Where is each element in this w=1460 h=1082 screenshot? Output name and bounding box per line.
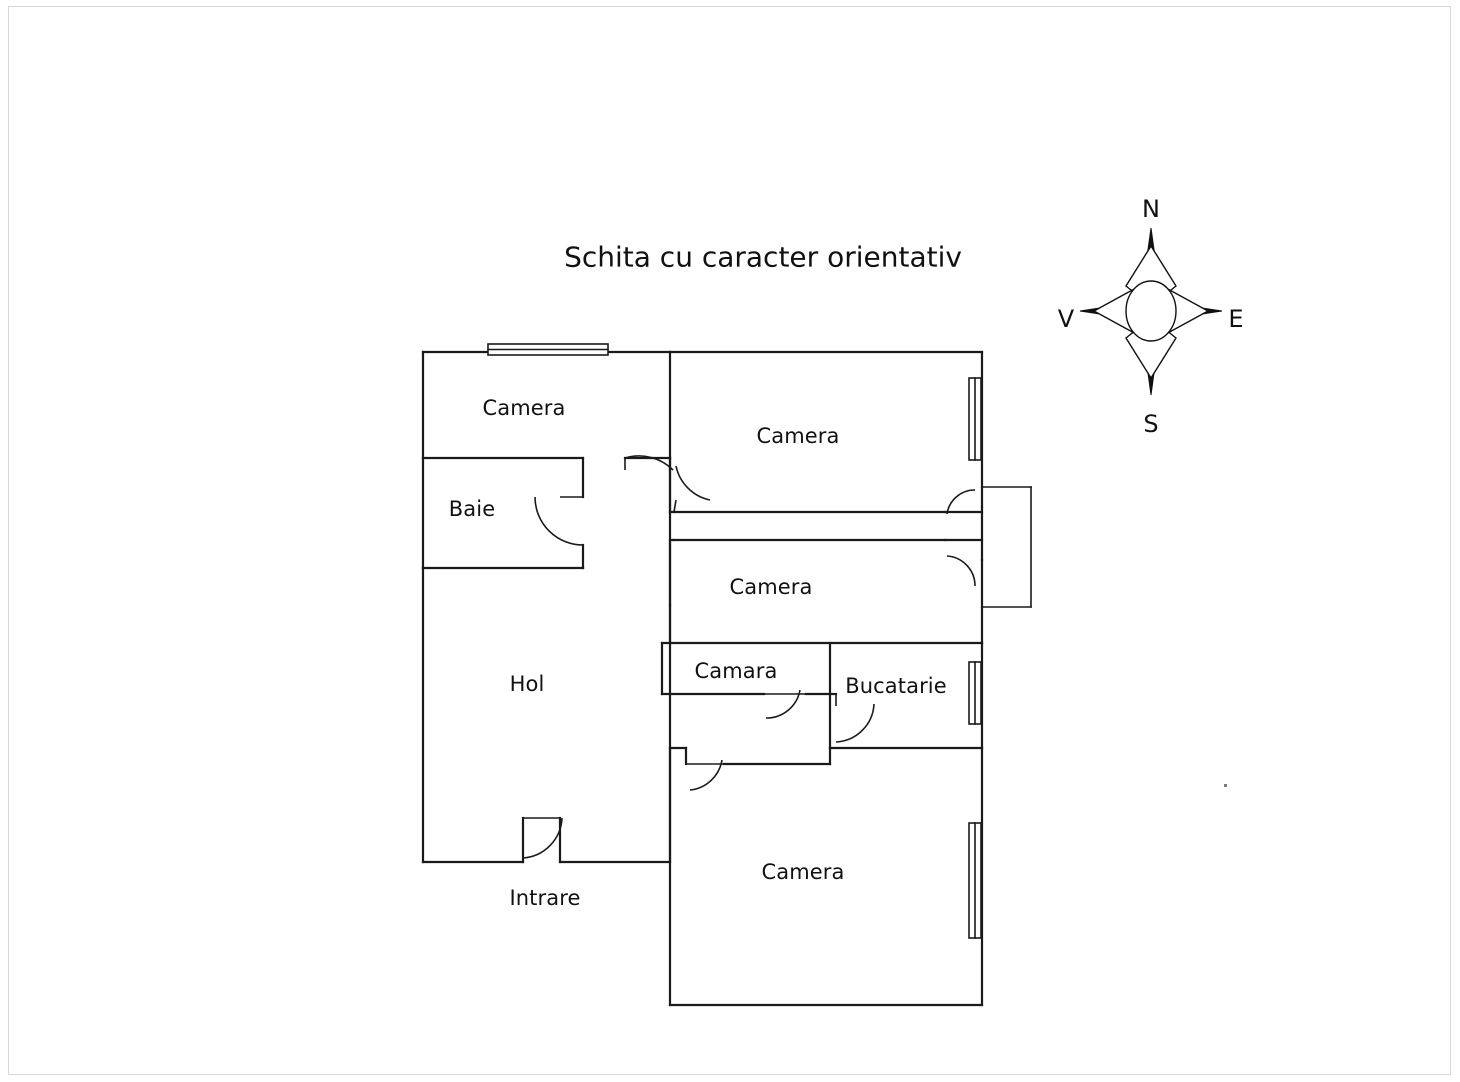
- compass-label-west: V: [1057, 305, 1075, 333]
- door-arc-nook-b: [947, 556, 975, 586]
- compass-rose: [1080, 228, 1222, 395]
- room-label-bucatarie: Bucatarie: [845, 674, 947, 698]
- door-arc-bucatarie: [836, 704, 874, 742]
- room-label-camera-nord-est: Camera: [756, 424, 840, 448]
- room-label-baie: Baie: [448, 497, 496, 521]
- room-label-camera-sud: Camera: [761, 860, 845, 884]
- door-arc-camera-ne: [676, 466, 710, 500]
- door-arc-nook-a: [947, 490, 975, 514]
- stray-mark: [1224, 784, 1227, 787]
- room-label-hol: Hol: [509, 672, 545, 696]
- door-arc-intrare: [523, 818, 562, 858]
- door-arc-baie: [535, 497, 583, 545]
- compass-center: [1126, 281, 1176, 341]
- room-label-intrare: Intrare: [509, 886, 581, 910]
- door-leaf-camera-ne: [674, 500, 676, 512]
- compass-label-south: S: [1143, 410, 1159, 438]
- compass-label-east: E: [1228, 305, 1244, 333]
- room-label-camera-nord-vest: Camera: [482, 396, 566, 420]
- compass-label-north: N: [1142, 195, 1160, 223]
- page-title: Schita cu caracter orientativ: [564, 240, 962, 274]
- room-label-camera-centru: Camera: [729, 575, 813, 599]
- room-label-camara: Camara: [694, 659, 778, 683]
